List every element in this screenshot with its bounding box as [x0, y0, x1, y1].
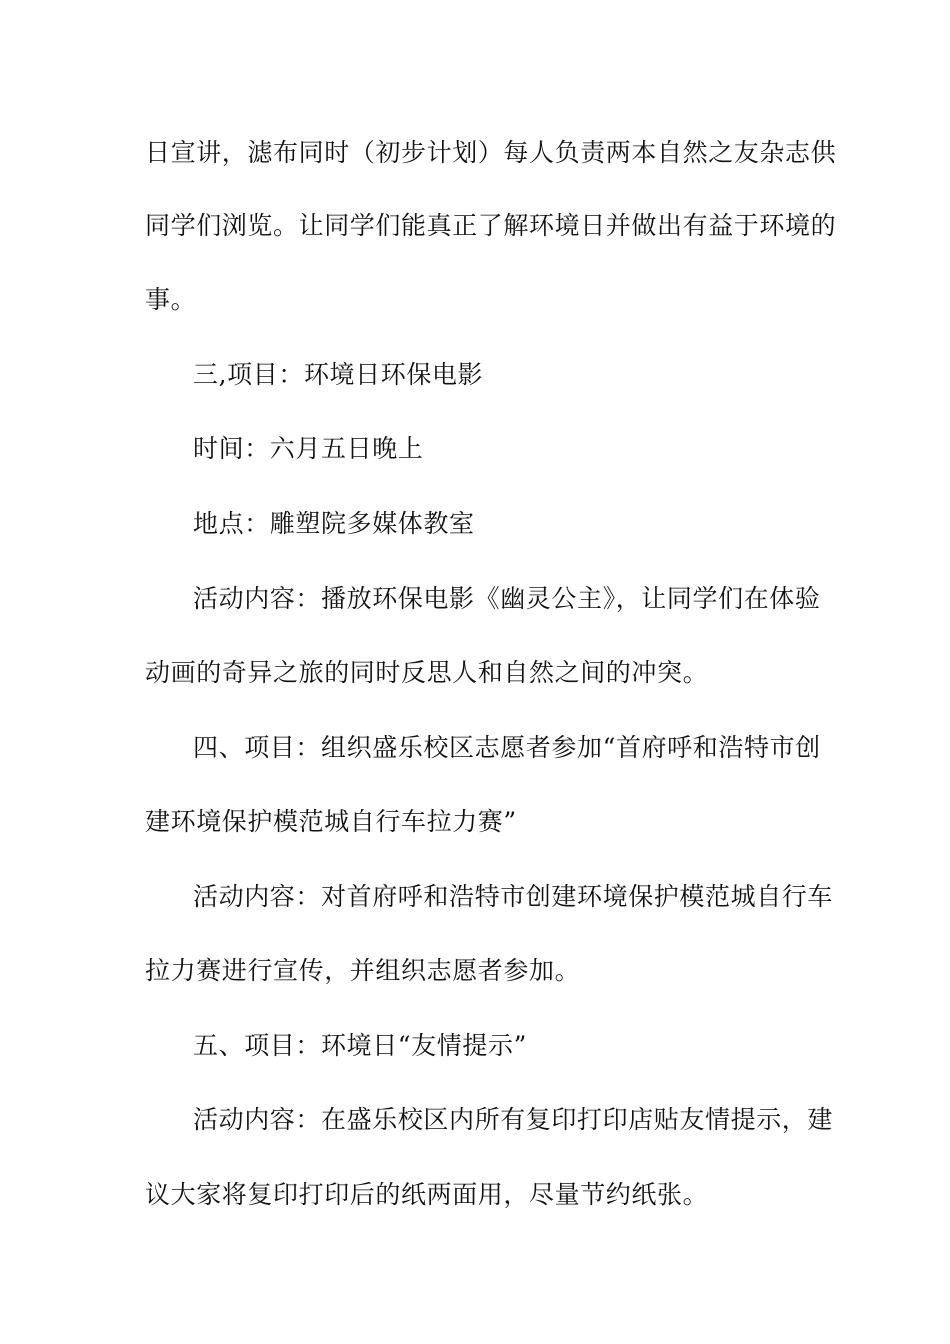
paragraph-line: 建环境保护模范城自行车拉力赛”	[145, 807, 517, 836]
location-line: 地点：雕塑院多媒体教室	[193, 509, 475, 538]
paragraph-line: 议大家将复印打印后的纸两面用，尽量节约纸张。	[145, 1180, 709, 1209]
activity-content-line: 活动内容：对首府呼和浩特市创建环境保护模范城自行车	[193, 882, 834, 911]
activity-content-line: 活动内容：在盛乐校区内所有复印打印店贴友情提示，建	[193, 1105, 834, 1134]
time-line: 时间：六月五日晚上	[193, 434, 424, 463]
section-heading-4: 四、项目：组织盛乐校区志愿者参加“首府呼和浩特市创	[193, 733, 821, 762]
paragraph-line: 日宣讲，滤布同时（初步计划）每人负责两本自然之友杂志供	[145, 138, 837, 167]
activity-content-line: 活动内容：播放环保电影《幽灵公主》，让同学们在体验	[193, 584, 821, 613]
paragraph-line: 拉力赛进行宣传，并组织志愿者参加。	[145, 956, 581, 985]
section-heading-3: 三,项目：环境日环保电影	[193, 360, 484, 389]
paragraph-line: 事。	[145, 285, 197, 314]
paragraph-line: 动画的奇异之旅的同时反思人和自然之间的冲突。	[145, 658, 709, 687]
section-heading-5: 五、项目：环境日“友情提示”	[193, 1031, 527, 1060]
paragraph-line: 同学们浏览。让同学们能真正了解环境日并做出有益于环境的	[145, 211, 837, 240]
